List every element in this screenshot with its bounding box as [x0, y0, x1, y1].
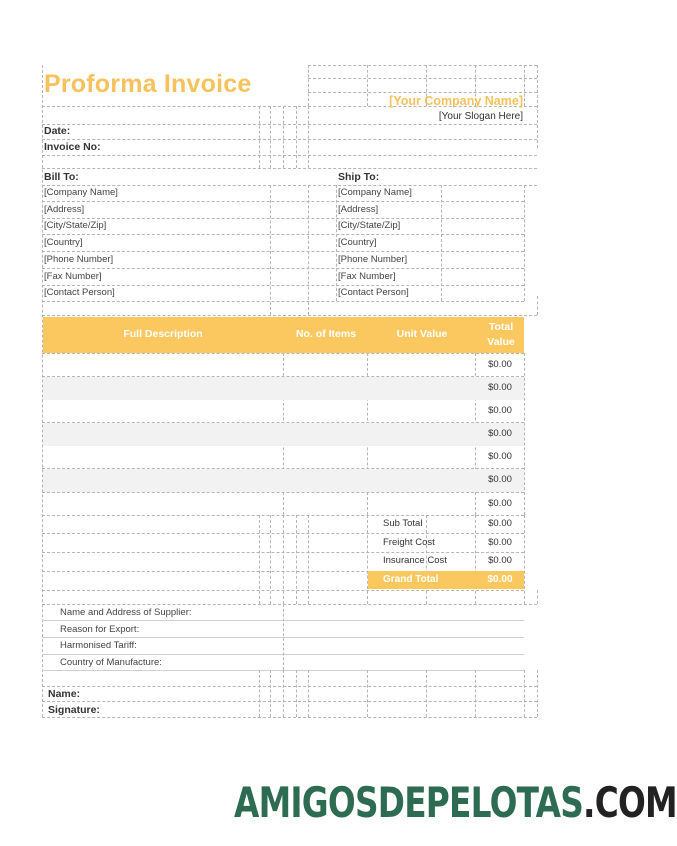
name-label: Name: [48, 688, 81, 700]
gridline [42, 604, 537, 605]
gridline [537, 670, 538, 717]
ship-to-line[interactable]: [Contact Person] [338, 287, 409, 298]
gridline [367, 515, 368, 604]
row-total-value: $0.00 [488, 359, 512, 370]
gridline [296, 515, 297, 604]
total-value: $0.00 [488, 518, 512, 529]
gridline [42, 301, 524, 302]
bill-to-line[interactable]: [City/State/Zip] [44, 220, 107, 231]
bill-to-line[interactable]: [Country] [44, 237, 83, 248]
total-label: Sub Total [383, 518, 423, 529]
export-field-label: Name and Address of Supplier: [60, 607, 192, 618]
gridline [42, 124, 537, 125]
invoice-no-label: Invoice No: [44, 141, 101, 153]
ship-to-line[interactable]: [Phone Number] [338, 254, 408, 265]
total-label: Freight Cost [383, 537, 435, 548]
gridline [42, 234, 524, 235]
grand-total-row [368, 571, 524, 589]
date-label: Date: [44, 125, 71, 137]
table-row-stripe [43, 469, 524, 492]
gridline [308, 65, 309, 106]
gridline [308, 78, 537, 79]
ship-to-line[interactable]: [Address] [338, 204, 379, 215]
export-field-label: Reason for Export: [60, 624, 140, 635]
gridline [42, 155, 537, 156]
gridline [283, 515, 284, 604]
total-label: Insurance Cost [383, 555, 447, 566]
header-total-value: Total Value [487, 321, 515, 348]
gridline [308, 515, 309, 604]
gridline [270, 106, 271, 168]
export-field-label: Harmonised Tariff: [60, 640, 137, 651]
gridline [270, 515, 271, 604]
gridline [524, 670, 525, 717]
row-total-value: $0.00 [488, 474, 512, 485]
bill-to-line[interactable]: [Fax Number] [44, 271, 102, 282]
ship-to-line[interactable]: [City/State/Zip] [338, 220, 401, 231]
gridline [42, 268, 524, 269]
header-unit-value: Unit Value [396, 328, 448, 340]
gridline [308, 670, 309, 717]
gridline [537, 590, 538, 604]
gridline [283, 604, 284, 670]
grand-total-label: Grand Total [383, 574, 439, 585]
gridline [42, 168, 537, 169]
gridline [296, 670, 297, 717]
gridline [308, 65, 537, 66]
gridline [524, 185, 525, 301]
gridline [42, 717, 537, 718]
bill-to-heading: Bill To: [44, 171, 79, 183]
ship-to-line[interactable]: [Country] [338, 237, 377, 248]
gridline [524, 515, 525, 604]
gridline [308, 185, 309, 315]
gridline [367, 670, 368, 717]
gridline [367, 65, 368, 106]
gridline [42, 139, 537, 140]
gridline [524, 65, 525, 106]
gridline [259, 670, 260, 717]
row-total-value: $0.00 [488, 451, 512, 462]
gridline [426, 670, 427, 717]
gridline [42, 251, 524, 252]
gridline [336, 185, 337, 301]
bill-to-line[interactable]: [Phone Number] [44, 254, 114, 265]
gridline [475, 670, 476, 717]
items-table-header [43, 317, 524, 353]
gridline [524, 353, 525, 515]
watermark-logo [234, 778, 677, 827]
ship-to-heading: Ship To: [338, 171, 380, 183]
company-name[interactable]: [Your Company Name] [389, 94, 523, 108]
table-row-stripe [43, 377, 524, 400]
row-total-value: $0.00 [488, 382, 512, 393]
gridline [270, 670, 271, 717]
gridline [441, 185, 442, 301]
header-no-of-items: No. of Items [295, 328, 357, 340]
gridline [42, 218, 524, 219]
row-total-value: $0.00 [488, 498, 512, 509]
bill-to-line[interactable]: [Address] [44, 204, 85, 215]
total-value: $0.00 [488, 537, 512, 548]
row-total-value: $0.00 [488, 428, 512, 439]
watermark-suffix: .COM [583, 778, 677, 827]
company-slogan[interactable]: [Your Slogan Here] [438, 111, 523, 122]
ship-to-line[interactable]: [Fax Number] [338, 271, 396, 282]
bill-to-line[interactable]: [Contact Person] [44, 287, 115, 298]
gridline [259, 106, 260, 168]
watermark-main: AMIGOSDEPELOTAS [234, 778, 584, 827]
gridline [296, 106, 297, 168]
gridline [537, 65, 538, 148]
gridline [283, 670, 284, 717]
total-value: $0.00 [488, 555, 512, 566]
gridline [283, 106, 284, 168]
signature-label: Signature: [48, 704, 100, 716]
gridline [308, 106, 309, 168]
export-field-label: Country of Manufacture: [60, 657, 162, 668]
header-full-description: Full Description [123, 328, 203, 340]
gridline [259, 515, 260, 604]
page-title: Proforma Invoice [44, 70, 252, 98]
gridline [42, 201, 524, 202]
ship-to-line[interactable]: [Company Name] [338, 187, 412, 198]
gridline [537, 296, 538, 315]
gridline [42, 315, 537, 316]
table-row-stripe [43, 423, 524, 446]
grand-total-value: $0.00 [487, 574, 513, 585]
gridline [42, 686, 537, 687]
gridline [42, 185, 537, 186]
bill-to-line[interactable]: [Company Name] [44, 187, 118, 198]
gridline [42, 285, 524, 286]
gridline [308, 92, 537, 93]
gridline [270, 185, 271, 315]
gridline [42, 701, 537, 702]
row-total-value: $0.00 [488, 405, 512, 416]
